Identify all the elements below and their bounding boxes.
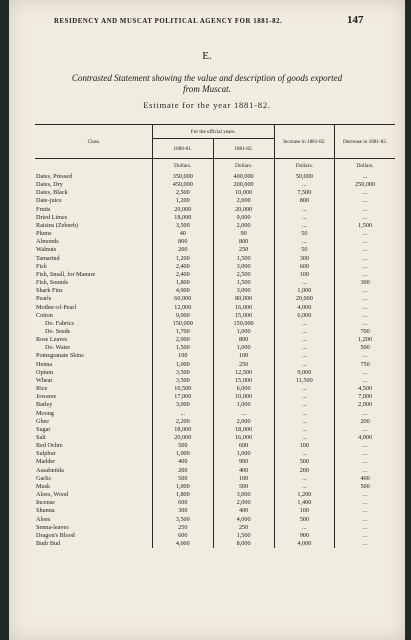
value-1880: 800 bbox=[152, 238, 213, 246]
table-row bbox=[35, 450, 395, 458]
value-1881: 600 bbox=[213, 442, 274, 450]
table-row bbox=[35, 401, 395, 409]
value-1880: 2,500 bbox=[152, 189, 213, 197]
value-1881: 250 bbox=[213, 246, 274, 254]
value-decrease: 2,000 bbox=[335, 401, 395, 409]
value-increase: 300 bbox=[274, 255, 335, 263]
value-decrease: ... bbox=[335, 304, 395, 312]
value-1880: 2,400 bbox=[152, 263, 213, 271]
table-row bbox=[35, 304, 395, 312]
value-1881: 150,000 bbox=[213, 320, 274, 328]
value-decrease: ... bbox=[335, 263, 395, 271]
value-decrease: ... bbox=[335, 410, 395, 418]
value-increase: ... bbox=[274, 336, 335, 344]
value-1881: 100 bbox=[213, 475, 274, 483]
value-increase: 4,000 bbox=[274, 304, 335, 312]
table-row bbox=[35, 271, 395, 279]
table-row bbox=[35, 507, 395, 515]
table-row bbox=[35, 418, 395, 426]
class-cell: Dragon's Blood bbox=[36, 531, 75, 539]
table-row bbox=[35, 499, 395, 507]
value-1881: 400 bbox=[213, 467, 274, 475]
value-increase: ... bbox=[274, 344, 335, 352]
class-cell: Almonds bbox=[36, 238, 59, 246]
value-increase: 100 bbox=[274, 442, 335, 450]
value-1880: 3,000 bbox=[152, 401, 213, 409]
class-cell: Cotton bbox=[36, 311, 53, 319]
class-cell: Henna bbox=[36, 360, 53, 368]
value-1880: 1,000 bbox=[152, 483, 213, 491]
class-cell: Mother-of-Pearl bbox=[36, 303, 77, 311]
class-cell: Red Ochre bbox=[36, 442, 63, 450]
value-decrease: ... bbox=[335, 312, 395, 320]
value-1881: 500 bbox=[213, 483, 274, 491]
class-cell: Opium bbox=[36, 368, 54, 376]
value-1881: 15,000 bbox=[213, 312, 274, 320]
value-increase: 500 bbox=[274, 516, 335, 524]
table-row bbox=[35, 279, 395, 287]
value-1881: 800 bbox=[213, 336, 274, 344]
value-1880: 1,800 bbox=[152, 491, 213, 499]
value-1880: 200 bbox=[152, 246, 213, 254]
table-row bbox=[35, 458, 395, 466]
table-row bbox=[35, 328, 395, 336]
value-1881: 16,000 bbox=[213, 434, 274, 442]
value-1881: 2,000 bbox=[213, 222, 274, 230]
value-1880: 600 bbox=[152, 499, 213, 507]
table-row bbox=[35, 312, 395, 320]
header-1881: 1881-82. bbox=[213, 139, 274, 159]
value-1881: 400 bbox=[213, 507, 274, 515]
table-row bbox=[35, 255, 395, 263]
value-decrease: 500 bbox=[335, 344, 395, 352]
class-cell: Sugar bbox=[36, 425, 51, 433]
value-1880: 250 bbox=[152, 524, 213, 532]
value-increase: 11,500 bbox=[274, 377, 335, 385]
value-1881: 1,500 bbox=[213, 279, 274, 287]
value-1880: 1,000 bbox=[152, 450, 213, 458]
value-decrease: ... bbox=[335, 377, 395, 385]
table-row bbox=[35, 483, 395, 491]
value-increase: ... bbox=[274, 279, 335, 287]
value-increase: ... bbox=[274, 401, 335, 409]
section-letter: E. bbox=[202, 50, 212, 62]
value-increase: ... bbox=[274, 181, 335, 189]
value-1881: 900 bbox=[213, 458, 274, 466]
class-cell: Pearls bbox=[36, 295, 52, 303]
value-1881: 1,500 bbox=[213, 532, 274, 540]
value-1881: 8,000 bbox=[213, 540, 274, 548]
value-1881: 2,000 bbox=[213, 499, 274, 507]
value-1881: 10,000 bbox=[213, 189, 274, 197]
value-decrease: ... bbox=[335, 238, 395, 246]
value-decrease: ... bbox=[335, 499, 395, 507]
value-increase: 800 bbox=[274, 197, 335, 205]
value-1880: 4,000 bbox=[152, 540, 213, 548]
class-cell: Do. Seeds bbox=[45, 327, 71, 335]
value-1881: 100 bbox=[213, 352, 274, 360]
title-line-1: Contrasted Statement showing the value and description of goods exported bbox=[71, 73, 343, 83]
value-1881: 400,000 bbox=[213, 173, 274, 181]
value-increase: ... bbox=[274, 328, 335, 336]
class-cell: Madder bbox=[36, 458, 56, 466]
value-decrease: ... bbox=[335, 173, 395, 181]
value-increase: ... bbox=[274, 214, 335, 222]
value-1880: ... bbox=[152, 410, 213, 418]
value-decrease: ... bbox=[335, 426, 395, 434]
value-1880: 20,000 bbox=[152, 206, 213, 214]
value-1880: 20,000 bbox=[152, 434, 213, 442]
value-increase: ... bbox=[274, 410, 335, 418]
value-increase: 50 bbox=[274, 246, 335, 254]
unit-decrease: Dollars. bbox=[335, 159, 395, 174]
unit-1880: Dollars. bbox=[152, 159, 213, 174]
value-decrease: ... bbox=[335, 507, 395, 515]
value-increase: ... bbox=[274, 385, 335, 393]
class-cell: Dried Limes bbox=[36, 213, 68, 221]
value-1881: 12,500 bbox=[213, 369, 274, 377]
value-1880: 18,000 bbox=[152, 214, 213, 222]
class-cell: Assafœtida bbox=[36, 466, 64, 474]
value-decrease: 7,000 bbox=[335, 393, 395, 401]
value-1881: 800 bbox=[213, 238, 274, 246]
value-increase: ... bbox=[274, 206, 335, 214]
class-cell: Incense bbox=[36, 499, 55, 507]
value-1881: 250 bbox=[213, 524, 274, 532]
value-decrease: ... bbox=[335, 450, 395, 458]
value-1880: 200 bbox=[152, 467, 213, 475]
class-cell: Fish bbox=[36, 262, 47, 270]
value-1880: 600 bbox=[152, 532, 213, 540]
table-row bbox=[35, 491, 395, 499]
value-1881: 3,000 bbox=[213, 287, 274, 295]
value-increase: 1,000 bbox=[274, 287, 335, 295]
value-increase: ... bbox=[274, 418, 335, 426]
class-cell: Tamarind bbox=[36, 254, 60, 262]
value-decrease: ... bbox=[335, 320, 395, 328]
class-cell: Senna-leaves bbox=[36, 523, 69, 531]
class-cell: Garlic bbox=[36, 474, 52, 482]
table-row bbox=[35, 475, 395, 483]
value-decrease: 300 bbox=[335, 279, 395, 287]
value-1881: 9,000 bbox=[213, 214, 274, 222]
value-decrease: ... bbox=[335, 295, 395, 303]
class-cell: Budr Bud bbox=[36, 540, 61, 548]
class-cell: Ghee bbox=[36, 417, 50, 425]
value-decrease: ... bbox=[335, 271, 395, 279]
class-cell: Dates, Dry bbox=[36, 181, 63, 189]
value-1880: 3,500 bbox=[152, 222, 213, 230]
value-decrease: ... bbox=[335, 369, 395, 377]
table-row bbox=[35, 540, 395, 548]
class-cell: Sulphur bbox=[36, 450, 56, 458]
header-decrease: Decrease in 1881-82. bbox=[335, 125, 395, 159]
value-1880: 150,000 bbox=[152, 320, 213, 328]
value-1880: 350,000 bbox=[152, 173, 213, 181]
table-row bbox=[35, 516, 395, 524]
table-row bbox=[35, 197, 395, 205]
value-1881: 3,000 bbox=[213, 263, 274, 271]
value-increase: 100 bbox=[274, 507, 335, 515]
value-increase: ... bbox=[274, 426, 335, 434]
table-row bbox=[35, 344, 395, 352]
table-row bbox=[35, 369, 395, 377]
class-cell: Shark Fins bbox=[36, 287, 63, 295]
value-decrease: ... bbox=[335, 189, 395, 197]
value-1880: 12,000 bbox=[152, 304, 213, 312]
table-row bbox=[35, 230, 395, 238]
value-decrease: ... bbox=[335, 206, 395, 214]
value-decrease: ... bbox=[335, 524, 395, 532]
value-decrease: ... bbox=[335, 516, 395, 524]
value-decrease: 4,500 bbox=[335, 385, 395, 393]
table-row bbox=[35, 246, 395, 254]
class-cell: Do. Water bbox=[45, 344, 71, 352]
value-1881: 1,000 bbox=[213, 344, 274, 352]
class-cell: Barley bbox=[36, 401, 53, 409]
table-row bbox=[35, 336, 395, 344]
class-cell: Fish, Sounds bbox=[36, 279, 68, 287]
value-increase: 500 bbox=[274, 458, 335, 466]
table-row bbox=[35, 385, 395, 393]
value-1881: 250 bbox=[213, 361, 274, 369]
page-number: 147 bbox=[347, 14, 364, 26]
value-1881: 1,500 bbox=[213, 255, 274, 263]
value-increase: ... bbox=[274, 222, 335, 230]
value-1880: 300 bbox=[152, 507, 213, 515]
table-row bbox=[35, 222, 395, 230]
value-1880: 3,500 bbox=[152, 369, 213, 377]
value-1880: 500 bbox=[152, 442, 213, 450]
value-1881: 1,000 bbox=[213, 328, 274, 336]
value-1880: 500 bbox=[152, 475, 213, 483]
class-cell: Aloes, Wood bbox=[36, 491, 69, 499]
table-row bbox=[35, 295, 395, 303]
statement-title bbox=[29, 73, 385, 95]
value-increase: 900 bbox=[274, 532, 335, 540]
value-decrease: 250,000 bbox=[335, 181, 395, 189]
value-decrease: ... bbox=[335, 255, 395, 263]
table-row bbox=[35, 442, 395, 450]
value-1881: 16,000 bbox=[213, 304, 274, 312]
value-1880: 1,000 bbox=[152, 361, 213, 369]
value-decrease: 750 bbox=[335, 361, 395, 369]
value-1880: 2,000 bbox=[152, 336, 213, 344]
value-increase: ... bbox=[274, 434, 335, 442]
exports-table bbox=[35, 124, 395, 548]
value-1880: 100 bbox=[152, 352, 213, 360]
value-decrease: 4,000 bbox=[335, 434, 395, 442]
table-row bbox=[35, 467, 395, 475]
class-cell: Plums bbox=[36, 230, 52, 238]
table-row bbox=[35, 238, 395, 246]
value-decrease: ... bbox=[335, 532, 395, 540]
value-increase: ... bbox=[274, 483, 335, 491]
value-increase: 20,000 bbox=[274, 295, 335, 303]
table-row bbox=[35, 426, 395, 434]
value-1881: 1,000 bbox=[213, 401, 274, 409]
value-decrease: 200 bbox=[335, 418, 395, 426]
value-1881: 4,000 bbox=[213, 516, 274, 524]
class-cell: Do. Fabrics bbox=[45, 319, 74, 327]
table-row bbox=[35, 173, 395, 181]
value-decrease: ... bbox=[335, 246, 395, 254]
value-1881: 20,000 bbox=[213, 206, 274, 214]
value-decrease: ... bbox=[335, 197, 395, 205]
value-decrease: 1,500 bbox=[335, 222, 395, 230]
value-increase: 6,000 bbox=[274, 312, 335, 320]
value-1881: 6,000 bbox=[213, 385, 274, 393]
value-decrease: ... bbox=[335, 442, 395, 450]
value-1881: 10,000 bbox=[213, 393, 274, 401]
estimate-subtitle: Estimate for the year 1881-82. bbox=[143, 100, 271, 110]
value-1881: 200,000 bbox=[213, 181, 274, 189]
document-page bbox=[9, 0, 405, 640]
class-cell: Rose Leaves bbox=[36, 336, 68, 344]
value-increase: 1,200 bbox=[274, 491, 335, 499]
class-cell: Aloes bbox=[36, 515, 51, 523]
value-decrease: 500 bbox=[335, 483, 395, 491]
value-1880: 2,400 bbox=[152, 271, 213, 279]
value-decrease: 1,200 bbox=[335, 336, 395, 344]
table-row bbox=[35, 434, 395, 442]
value-1881: 90 bbox=[213, 230, 274, 238]
value-1880: 1,500 bbox=[152, 344, 213, 352]
header-official-years: For the official years. bbox=[152, 125, 274, 139]
value-increase: 7,500 bbox=[274, 189, 335, 197]
value-1881: 2,500 bbox=[213, 271, 274, 279]
class-cell: Pomegranate Skins bbox=[36, 352, 84, 360]
table-row bbox=[35, 524, 395, 532]
table-row bbox=[35, 189, 395, 197]
value-increase: ... bbox=[274, 320, 335, 328]
table-row bbox=[35, 352, 395, 360]
class-cell: Dates, Pressed bbox=[36, 173, 73, 180]
table-row bbox=[35, 393, 395, 401]
unit-1881: Dollars. bbox=[213, 159, 274, 174]
class-cell: Jowaree bbox=[36, 393, 57, 401]
class-cell: Shunna bbox=[36, 507, 55, 515]
value-decrease: ... bbox=[335, 458, 395, 466]
value-1881: 1,000 bbox=[213, 450, 274, 458]
table-row bbox=[35, 377, 395, 385]
class-cell: Date-juice bbox=[36, 197, 62, 205]
value-increase: ... bbox=[274, 238, 335, 246]
table-row bbox=[35, 287, 395, 295]
unit-increase: Dollars. bbox=[274, 159, 335, 174]
value-decrease: ... bbox=[335, 230, 395, 238]
value-increase: 9,000 bbox=[274, 369, 335, 377]
value-increase: 1,400 bbox=[274, 499, 335, 507]
class-cell: Musk bbox=[36, 482, 51, 490]
value-decrease: ... bbox=[335, 491, 395, 499]
value-1880: 17,000 bbox=[152, 393, 213, 401]
table-row bbox=[35, 320, 395, 328]
value-1880: 3,500 bbox=[152, 377, 213, 385]
class-cell: Salt bbox=[36, 434, 46, 441]
value-increase: ... bbox=[274, 524, 335, 532]
value-1880: 18,000 bbox=[152, 426, 213, 434]
value-increase: 600 bbox=[274, 263, 335, 271]
value-1880: 3,500 bbox=[152, 516, 213, 524]
value-1880: 60,000 bbox=[152, 295, 213, 303]
table-row bbox=[35, 410, 395, 418]
table-row bbox=[35, 214, 395, 222]
value-increase: 50,000 bbox=[274, 173, 335, 181]
value-1881: 2,000 bbox=[213, 197, 274, 205]
table-row bbox=[35, 263, 395, 271]
value-1881: ... bbox=[213, 410, 274, 418]
class-cell: Moong bbox=[36, 409, 54, 417]
value-decrease: ... bbox=[335, 214, 395, 222]
value-1881: 80,000 bbox=[213, 295, 274, 303]
value-1881: 18,000 bbox=[213, 426, 274, 434]
value-increase: ... bbox=[274, 361, 335, 369]
value-decrease: ... bbox=[335, 287, 395, 295]
value-1880: 4,000 bbox=[152, 287, 213, 295]
value-1881: 15,000 bbox=[213, 377, 274, 385]
class-cell: Walnuts bbox=[36, 246, 57, 254]
header-class: Class. bbox=[35, 125, 152, 159]
title-line-2: from Muscat. bbox=[183, 84, 231, 94]
value-increase: ... bbox=[274, 475, 335, 483]
value-1880: 40 bbox=[152, 230, 213, 238]
value-increase: ... bbox=[274, 352, 335, 360]
class-cell: Wheat bbox=[36, 376, 53, 384]
header-1880: 1880-81. bbox=[152, 139, 213, 159]
class-cell: Rice bbox=[36, 385, 48, 393]
value-1880: 450,000 bbox=[152, 181, 213, 189]
value-increase: ... bbox=[274, 393, 335, 401]
value-decrease: 400 bbox=[335, 475, 395, 483]
class-cell: Fish, Small, for Manure bbox=[36, 270, 96, 278]
value-decrease: ... bbox=[335, 540, 395, 548]
value-increase: 4,000 bbox=[274, 540, 335, 548]
table-row bbox=[35, 361, 395, 369]
value-decrease: 700 bbox=[335, 328, 395, 336]
value-1880: 1,700 bbox=[152, 328, 213, 336]
table-row bbox=[35, 181, 395, 189]
value-increase: 200 bbox=[274, 467, 335, 475]
value-1881: 2,000 bbox=[213, 418, 274, 426]
value-1880: 1,200 bbox=[152, 197, 213, 205]
value-1880: 2,200 bbox=[152, 418, 213, 426]
header-increase: Increase in 1881-82. bbox=[274, 125, 335, 159]
running-title: RESIDENCY AND MUSCAT POLITICAL AGENCY FOR 1881-82. bbox=[54, 18, 283, 25]
table-row bbox=[35, 532, 395, 540]
value-increase: ... bbox=[274, 450, 335, 458]
value-1881: 3,000 bbox=[213, 491, 274, 499]
value-1880: 10,500 bbox=[152, 385, 213, 393]
value-1880: 1,200 bbox=[152, 255, 213, 263]
value-decrease: ... bbox=[335, 467, 395, 475]
class-cell: Raisins (Zebeeb) bbox=[36, 221, 79, 229]
value-1880: 9,000 bbox=[152, 312, 213, 320]
value-1880: 400 bbox=[152, 458, 213, 466]
value-decrease: ... bbox=[335, 352, 395, 360]
value-increase: 100 bbox=[274, 271, 335, 279]
value-1880: 1,800 bbox=[152, 279, 213, 287]
class-cell: Fruits bbox=[36, 205, 51, 213]
class-cell: Dates, Black bbox=[36, 189, 68, 197]
value-increase: 50 bbox=[274, 230, 335, 238]
table-row bbox=[35, 206, 395, 214]
